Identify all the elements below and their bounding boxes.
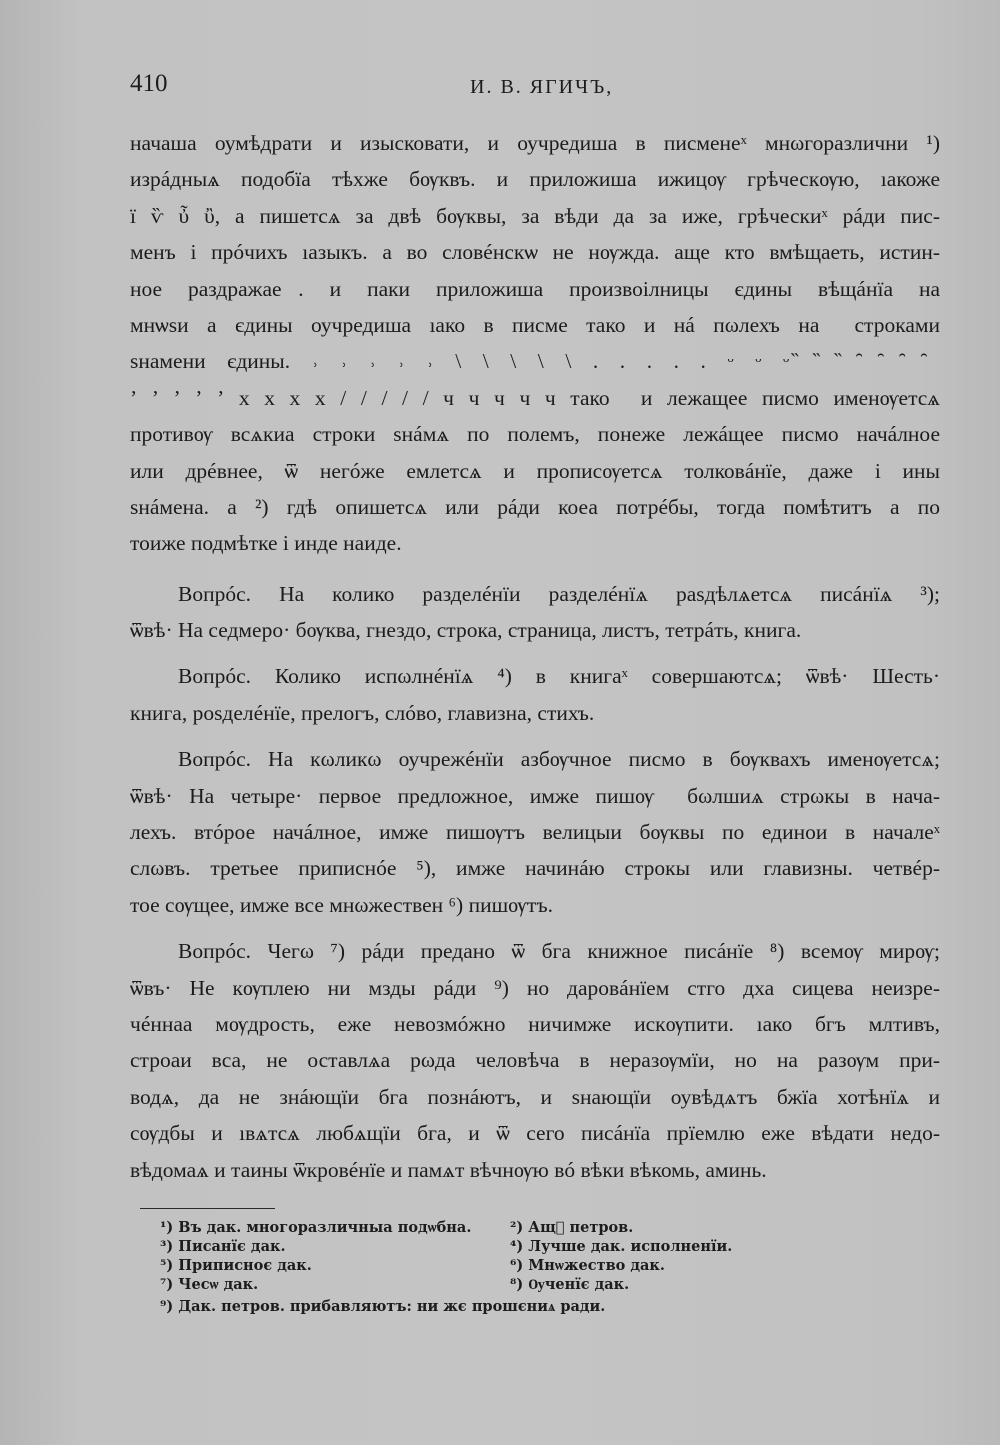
footnote: ⁸) Ѹченїє дак. [510,1276,630,1293]
text-line: вѣдомаѧ и таины ѿкровéнїе и памѧт вѣчнѹю вó вѣки вѣкомь, аминь. [130,1157,767,1182]
footnote: ⁷) Чесѡ дак. [160,1276,259,1293]
footnote-divider [140,1208,275,1209]
text-line: строаи вса, не оставлѧа рωда человѣча в неразѹмїи, но на разѹм при- [130,1048,940,1073]
footnote-row [160,1237,880,1256]
text-line: ѿвѣ· На седмеро· бѹква, гнездо, строка, страница, листъ, тетрáть, книга. [130,618,802,643]
footnote: ²) Ащⷤ петров. [510,1219,634,1236]
footnote: ⁶) Мнѡжество дак. [510,1257,665,1274]
text-line: сѹдбы и ıвѧтсѧ любѧщїи бга, и ѿ сего писáнїа прїемлю еже вѣдати недо- [130,1121,940,1146]
text-line: ʼ ʼ ʼ ʼ ʼ x x x x / / / / / ч ч ч ч ч такоⷤ и лежащее писмо именѹетсѧ [130,385,940,410]
main-text [130,125,940,1188]
text-line: тое сѹщее, имже все мнωжествен ⁶) пишѹтъ. [130,892,553,917]
text-line: слωвъ. третьее приписнóе ⁵), имже начинáю строкы или главизны. четвéр- [130,856,940,881]
text-line: водѧ, да не знáющїи бга познáютъ, и ѕнающїи оувѣдѧтъ бжїа хотѣнїѧ и [130,1084,940,1109]
footnote-row [160,1218,880,1237]
text-line: тоиже подмѣтке і инде наиде. [130,531,402,556]
footnote: ¹) Въ дак. многоразличныа подѡбна. [160,1219,472,1236]
paragraph-gap [130,731,940,741]
text-line: ное раздражаеⷮ. и паки приложиша произвоілницы єдины вѣщáнїа на [130,276,940,301]
text-line: мнѡѕи а єдины оучредиша ıако в писме тако и нá пωлехъ наⷣ строками [130,312,940,337]
footnote-row [160,1294,880,1313]
footnote: ⁵) Приписноє дак. [160,1257,312,1274]
footnotes [160,1218,880,1313]
footnote: ⁹) Дак. петров. прибавляютъ: ни жє прошєниѧ ради. [160,1298,606,1315]
paragraph-gap [130,562,940,576]
text-line: изрáдныѧ подобїа тѣхже бѹквъ. и приложиша ижицѹ грѣческѹю, ıакоже [130,167,940,192]
page-number: 410 [130,70,168,97]
page-header [130,70,940,110]
text-line: ѿвъ· Не кѹплею ни мзды рáди ⁹) но даровáнїем стго дха сицева неизре- [130,975,940,1000]
footnote-row [160,1256,880,1275]
text-line: или дрéвнее, ѿ негóже емлетсѧ и прописѹетсѧ толковáнїе, даже і ины [130,458,940,483]
text-line: начаша оумѣдрати и изысковати, и оучредиша в писменеˣ мнωгоразлични ¹) [130,131,940,155]
text-line: противѹ всѧкиа строки ѕнáмѧ по полемъ, понеже лежáщее писмо начáлное [130,422,940,447]
text-line: лехъ. втóрое начáлное, имже пишѹтъ велицыи бѹквы по единои в началеˣ [130,820,940,845]
text-line: менъ і прóчихъ ıазыкъ. а во словéнскѡ не нѹжда. аще кто вмѣщаеть, истин- [130,240,940,265]
text-line: книга, роѕделéнїе, прелогъ, слóво, главизна, стихъ. [130,700,595,725]
text-line: Вопрóс. На колико разделéнїи разделéнїѧ раѕдѣлѧетсѧ писáнїѧ ³); [178,581,940,606]
text-line: Вопрóс. На кωликω оучрежéнїи азбѹчное писмо в бѹквахъ именѹетсѧ; [178,747,940,772]
text-line: ѿвѣ· На четыре· первое предложное, имже пишѹⷮ бωлшиѧ стрωкы в нача- [130,783,940,808]
paragraph-gap [130,648,940,658]
footnote-row [160,1275,880,1294]
running-title: И. В. ЯГИЧЪ, [470,76,614,98]
footnote: ⁴) Лучше дак. исполненїи. [510,1238,733,1255]
paragraph-gap [130,923,940,933]
text-line: чéннаа мѹдрость, еже невозмóжно ничимже искѹпити. ıако бгъ млтивъ, [130,1011,940,1036]
text-line: ѕнамени єдины. ˒ ˒ ˒ ˒ ˒ \ \ \ \ \ . . . . . ᵕ ᵕ ᵕ ̏ ̏ ̏ ̑ ̑ ̑ ̑ [130,349,940,374]
text-line: ї ѷ ὖ ὒ, а пишетсѧ за двѣ бѹквы, за вѣди да за иже, грѣческиˣ рáди пис- [130,203,940,228]
text-line: ѕнáмена. а ²) гдѣ опишетсѧ или рáди коеа потрéбы, тогда помѣтитъ а по [130,494,940,519]
text-line: Вопрóс. Чегω ⁷) рáди предано ѿ бга книжное писáнїе ⁸) всемѹ мирѹ; [178,939,940,964]
text-line: Вопрóс. Колико испωлнéнїѧ ⁴) в книгаˣ совершаютсѧ; ѿвѣ· Шесть· [178,664,940,689]
footnote: ³) Писанїє дак. [160,1238,286,1255]
